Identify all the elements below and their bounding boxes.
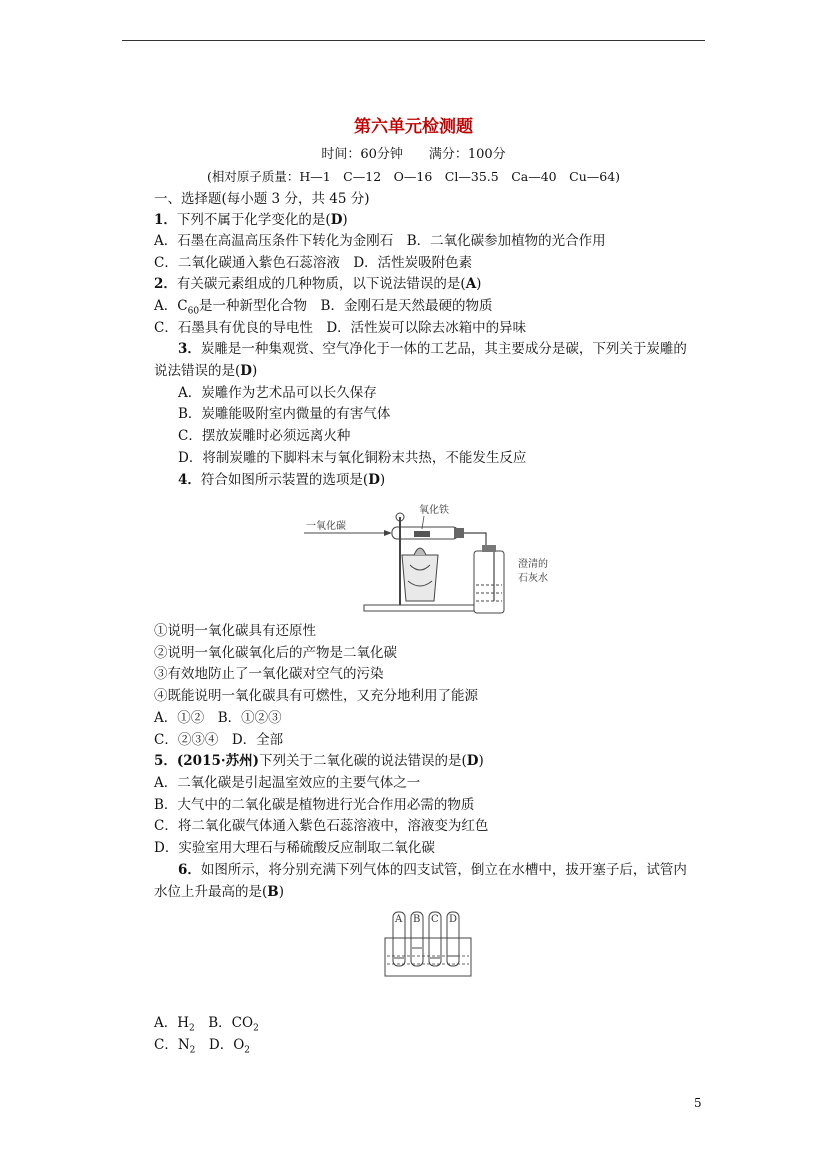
q3-option-c: C．摆放炭雕时必须远离火种 bbox=[178, 428, 351, 444]
tube-label-d: D bbox=[449, 914, 458, 925]
q3-option-d: D．将制炭雕的下脚料末与氧化铜粉末共热，不能发生反应 bbox=[178, 450, 527, 466]
q4-statement-3: ③有效地防止了一氧化碳对空气的污染 bbox=[154, 666, 384, 682]
arrow-head-icon bbox=[384, 530, 392, 536]
q4-options-cd: C．②③④ D．全部 bbox=[154, 732, 284, 748]
lime-water-bottle bbox=[474, 551, 504, 613]
question-6-cont bbox=[154, 883, 284, 901]
option-a: A．H bbox=[154, 1015, 190, 1031]
question-stem-cont: 说法错误的是( bbox=[154, 363, 241, 379]
lime-water-label-1: 澄清的 bbox=[518, 559, 548, 570]
burner-icon bbox=[402, 555, 438, 601]
subscript: 2 bbox=[244, 1045, 251, 1056]
paren-close: ) bbox=[478, 753, 484, 769]
section-heading: 一、选择题(每小题 3 分，共 45 分) bbox=[154, 191, 370, 207]
question-stem-cont: 水位上升最高的是( bbox=[154, 884, 268, 900]
q3-option-a: A．炭雕作为艺术品可以长久保存 bbox=[178, 385, 377, 401]
q5-option-c: C．将二氧化碳气体通入紫色石蕊溶液中，溶液变为红色 bbox=[154, 818, 489, 834]
flame-icon bbox=[414, 548, 426, 555]
q4-statement-4: ④既能说明一氧化碳具有可燃性，又充分地利用了能源 bbox=[154, 688, 478, 704]
time-info: 时间：60分钟 满分：100分 bbox=[321, 147, 506, 162]
page-number: 5 bbox=[694, 1096, 702, 1110]
subscript: 60 bbox=[187, 306, 200, 317]
q3-option-b: B．炭雕能吸附室内微量的有害气体 bbox=[178, 406, 391, 422]
test-tubes-figure bbox=[383, 908, 473, 980]
q6-options-ab bbox=[154, 1014, 259, 1038]
question-stem: 有关碳元素组成的几种物质，以下说法错误的是( bbox=[176, 276, 466, 292]
subscript: 2 bbox=[253, 1023, 259, 1034]
paren-close: ) bbox=[252, 363, 258, 379]
answer: D bbox=[240, 363, 252, 379]
question-number: 3． bbox=[178, 341, 201, 357]
q1-options-ab: A．石墨在高温高压条件下转化为金刚石 B．二氧化碳参加植物的光合作用 bbox=[154, 233, 606, 249]
q2-options-ab bbox=[154, 297, 492, 321]
tube-label-c: C bbox=[431, 914, 439, 925]
question-4 bbox=[178, 471, 385, 489]
answer: D bbox=[368, 472, 380, 488]
answer: B bbox=[267, 884, 279, 900]
question-1 bbox=[154, 211, 348, 229]
q2-options-cd: C．石墨具有优良的导电性 D．活性炭可以除去冰箱中的异味 bbox=[154, 320, 527, 336]
question-stem: 炭雕是一种集观赏、空气净化于一体的工艺品，其主要成分是碳，下列关于炭雕的 bbox=[200, 341, 687, 357]
question-3-cont bbox=[154, 362, 257, 380]
q4-options-ab: A．①② B．①②③ bbox=[154, 710, 282, 726]
q4-statement-2: ②说明一氧化碳氧化后的产物是二氧化碳 bbox=[154, 645, 397, 661]
q5-option-b: B．大气中的二氧化碳是植物进行光合作用必需的物质 bbox=[154, 797, 475, 813]
question-2 bbox=[154, 275, 481, 293]
tube-label-b: B bbox=[413, 914, 421, 925]
water-trough bbox=[385, 938, 471, 976]
option-c: C．N bbox=[154, 1037, 190, 1053]
tube-label-a: A bbox=[395, 914, 403, 925]
question-number: 6． bbox=[178, 862, 201, 878]
option-b: B．CO bbox=[194, 1015, 254, 1031]
stand-base bbox=[364, 605, 474, 611]
q4-statement-1: ①说明一氧化碳具有还原性 bbox=[154, 623, 316, 639]
co-label: 一氧化碳 bbox=[306, 521, 346, 532]
tube-a bbox=[393, 912, 405, 966]
atomic-mass-info: (相对原子质量：H—1 C—12 O—16 Cl—35.5 Ca—40 Cu—64) bbox=[206, 169, 621, 184]
tube-d bbox=[447, 912, 459, 966]
answer: D bbox=[466, 753, 479, 769]
question-6 bbox=[178, 861, 687, 879]
q6-options-cd bbox=[154, 1036, 250, 1060]
paren-close: ) bbox=[278, 884, 284, 900]
header-rule bbox=[122, 40, 705, 41]
question-stem: 下列不属于化学变化的是( bbox=[176, 212, 331, 228]
answer: A bbox=[465, 276, 477, 292]
question-source: (2015·苏州) bbox=[176, 753, 259, 769]
answer: D bbox=[330, 212, 343, 228]
option-a-rest: 是一种新型化合物 B．金刚石是天然最硬的物质 bbox=[199, 298, 493, 314]
paren-close: ) bbox=[342, 212, 348, 228]
paren-close: ) bbox=[476, 276, 482, 292]
question-stem: 如图所示，将分别充满下列气体的四支试管，倒立在水槽中，拔开塞子后，试管内 bbox=[200, 862, 687, 878]
question-number: 4． bbox=[178, 472, 201, 488]
q1-options-cd: C．二氧化碳通入紫色石蕊溶液 D．活性炭吸附色素 bbox=[154, 255, 473, 271]
stopper bbox=[454, 528, 464, 538]
subscript: 2 bbox=[189, 1023, 195, 1034]
question-5 bbox=[154, 752, 484, 770]
question-number: 2． bbox=[154, 276, 177, 292]
lime-water-label-2: 石灰水 bbox=[518, 573, 548, 584]
option-a-prefix: A．C bbox=[154, 298, 188, 314]
q5-option-d: D．实验室用大理石与稀硫酸反应制取二氧化碳 bbox=[154, 840, 435, 856]
question-number: 1． bbox=[154, 212, 177, 228]
outlet-tube bbox=[464, 533, 494, 601]
question-3 bbox=[178, 340, 687, 358]
apparatus-figure bbox=[304, 493, 574, 617]
question-stem: 符合如图所示装置的选项是( bbox=[200, 472, 369, 488]
question-stem: 下列关于二氧化碳的说法错误的是( bbox=[258, 753, 467, 769]
paren-close: ) bbox=[379, 472, 386, 488]
page-title: 第六单元检测题 bbox=[354, 117, 473, 137]
q5-option-a: A．二氧化碳是引起温室效应的主要气体之一 bbox=[154, 775, 421, 791]
subscript: 2 bbox=[189, 1045, 196, 1056]
iron-oxide-label: 氧化铁 bbox=[419, 505, 449, 516]
tube-b bbox=[411, 912, 423, 966]
tube-c bbox=[429, 912, 441, 966]
question-number: 5． bbox=[154, 753, 177, 769]
iron-oxide-sample bbox=[414, 531, 430, 537]
option-d: D．O bbox=[195, 1037, 245, 1053]
